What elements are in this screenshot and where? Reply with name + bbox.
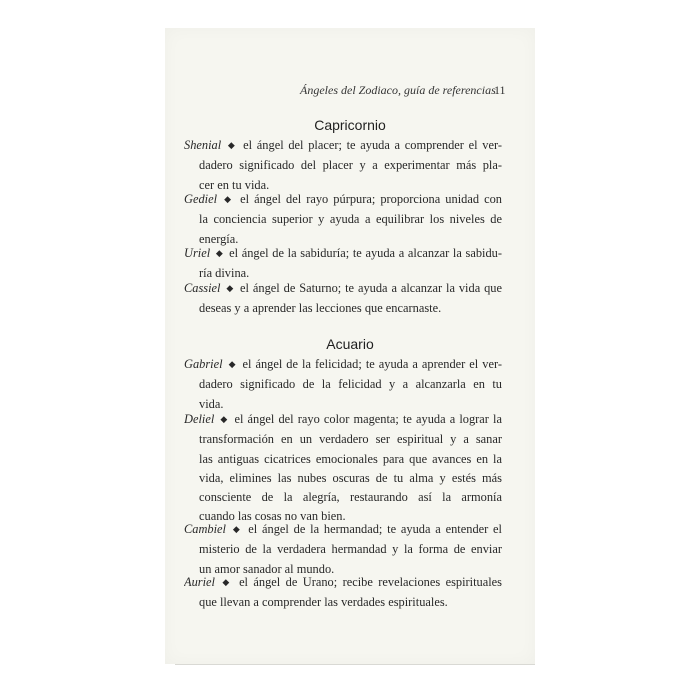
entry-line (184, 573, 502, 593)
diamond-bullet-icon: ◆ (228, 359, 237, 369)
entry-line: vida, elimines las nubes oscuras de tu alma y estés más (199, 470, 502, 485)
entry-line: la conciencia superior y ayuda a equilibrar los niveles de (199, 212, 502, 227)
diamond-bullet-icon: ◆ (215, 248, 224, 258)
entry-uriel (184, 244, 502, 284)
entry-text: el ángel de Urano; recibe revelaciones espirituales (239, 575, 502, 589)
diamond-bullet-icon: ◆ (220, 414, 229, 424)
entry-cassiel (184, 279, 502, 319)
entry-line: energía. (199, 231, 239, 246)
entry-line (184, 279, 502, 299)
angel-name: Gabriel (184, 357, 223, 371)
entry-text: el ángel de la hermandad; te ayuda a entender el (248, 522, 502, 536)
angel-name: Cambiel (184, 522, 226, 536)
diamond-bullet-icon: ◆ (222, 577, 232, 587)
entry-line: dadero significado del placer y a experimentar más pla- (199, 158, 502, 173)
page-edge-line (175, 664, 535, 665)
entry-line (184, 355, 502, 375)
entry-deliel (184, 410, 502, 527)
section-title-acuario: Acuario (326, 336, 374, 352)
entry-text: el ángel del rayo color magenta; te ayuda a lograr la (234, 412, 502, 426)
entry-text: el ángel de la felicidad; te ayuda a aprender el ver- (242, 357, 502, 371)
entry-text: el ángel del placer; te ayuda a comprender el ver- (243, 138, 502, 152)
entry-text: el ángel de la sabiduría; te ayuda a alcanzar la sabidu- (229, 246, 502, 260)
angel-name: Shenial (184, 138, 222, 152)
entry-line: misterio de la verdadera hermandad y la forma de enviar (199, 542, 502, 557)
angel-name: Gediel (184, 192, 218, 206)
entry-line (184, 190, 502, 210)
page-number: 11 (494, 83, 506, 97)
entry-text: el ángel de Saturno; te ayuda a alcanzar la vida que (240, 281, 502, 295)
angel-name: Deliel (184, 412, 215, 426)
entry-line (184, 244, 502, 264)
entry-shenial (184, 136, 502, 195)
section-title-capricornio: Capricornio (314, 117, 386, 133)
entry-line: cuando las cosas no van bien. (199, 509, 346, 524)
entry-line: un amor sanador al mundo. (199, 561, 335, 576)
entry-text: el ángel del rayo púrpura; proporciona unidad con (240, 192, 502, 206)
entry-auriel (184, 573, 502, 613)
entry-line: las antiguas cicatrices emocionales para que avances en la (199, 451, 502, 466)
entry-line: transformación en un verdadero ser espiritual y a sanar (199, 432, 502, 447)
entry-line (184, 410, 502, 430)
entry-line (184, 520, 502, 540)
diamond-bullet-icon: ◆ (224, 194, 234, 204)
diamond-bullet-icon: ◆ (232, 524, 242, 534)
entry-line: consciente de la alegría, restaurando así la armonía (199, 490, 502, 505)
entry-line: cer en tu vida. (199, 177, 270, 192)
angel-name: Uriel (184, 246, 211, 260)
entry-line: que llevan a comprender las verdades espirituales. (199, 595, 448, 610)
diamond-bullet-icon: ◆ (226, 283, 235, 293)
entry-cambiel (184, 520, 502, 579)
entry-line: deseas y a aprender las lecciones que encarnaste. (199, 301, 442, 316)
entry-gabriel (184, 355, 502, 414)
angel-name: Auriel (184, 575, 215, 589)
diamond-bullet-icon: ◆ (227, 140, 237, 150)
angel-name: Cassiel (184, 281, 221, 295)
running-title: Ángeles del Zodiaco, guía de referencias (300, 83, 496, 97)
entry-gediel (184, 190, 502, 249)
entry-line: vida. (199, 396, 224, 411)
entry-line: ría divina. (199, 266, 250, 281)
entry-line: dadero significado de la felicidad y a alcanzarla en tu (199, 377, 502, 392)
entry-line (184, 136, 502, 156)
